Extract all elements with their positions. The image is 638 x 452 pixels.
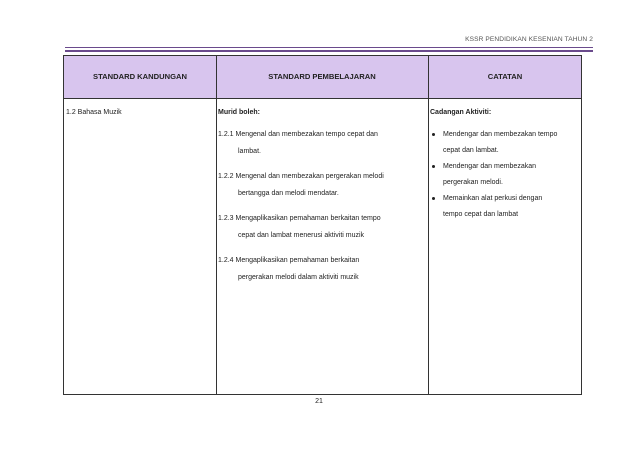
learning-standard-item (218, 126, 418, 160)
list-item (430, 127, 578, 159)
learning-standard-line: cepat dan lambat menerusi aktiviti muzik (238, 232, 365, 239)
learning-standard-line: lambat. (238, 148, 261, 155)
document-header-title: KSSR PENDIDIKAN KESENIAN TAHUN 2 (465, 36, 593, 43)
learning-standard-item (218, 168, 418, 202)
learning-standard-line: pergerakan melodi dalam aktiviti muzik (238, 274, 359, 281)
list-item (430, 159, 578, 191)
column-header-standard-pembelajaran: STANDARD PEMBELAJARAN (268, 72, 376, 81)
curriculum-table (63, 55, 582, 395)
learning-standard-line: bertangga dan melodi mendatar. (238, 190, 339, 197)
column-header-standard-kandungan: STANDARD KANDUNGAN (93, 72, 187, 81)
bullet-icon (432, 197, 435, 200)
bullet-icon (432, 165, 435, 168)
header-rule-thin (65, 47, 593, 48)
activity-line: Mendengar dan membezakan (443, 163, 537, 170)
page-number: 21 (315, 398, 323, 405)
learning-standard-line: 1.2.2 Mengenal dan membezakan pergerakan melodi (218, 173, 384, 180)
catatan-label: Cadangan Aktiviti: (430, 109, 492, 116)
header-rule-thick (65, 50, 593, 52)
learning-standard-item (218, 210, 418, 244)
list-item (430, 191, 578, 223)
activity-line: pergerakan melodi. (443, 179, 503, 186)
learning-standard-line: 1.2.1 Mengenal dan membezakan tempo cepat dan (218, 131, 378, 138)
column-divider (428, 56, 429, 394)
activity-line: cepat dan lambat. (443, 147, 499, 154)
learning-standard-item (218, 252, 418, 286)
learning-standard-line: 1.2.3 Mengaplikasikan pemahaman berkaitan tempo (218, 215, 381, 222)
learning-standard-line: 1.2.4 Mengaplikasikan pemahaman berkaitan (218, 257, 360, 264)
activity-list (430, 127, 578, 223)
column-divider (216, 56, 217, 394)
activity-line: tempo cepat dan lambat (443, 211, 519, 218)
standard-kandungan-cell: 1.2 Bahasa Muzik (66, 109, 122, 116)
activity-line: Mendengar dan membezakan tempo (443, 131, 558, 138)
column-header-catatan: CATATAN (487, 72, 523, 81)
bullet-icon (432, 133, 435, 136)
table-header-row (64, 56, 581, 99)
pembelajaran-label: Murid boleh: (218, 109, 260, 116)
activity-line: Memainkan alat perkusi dengan (443, 195, 543, 202)
